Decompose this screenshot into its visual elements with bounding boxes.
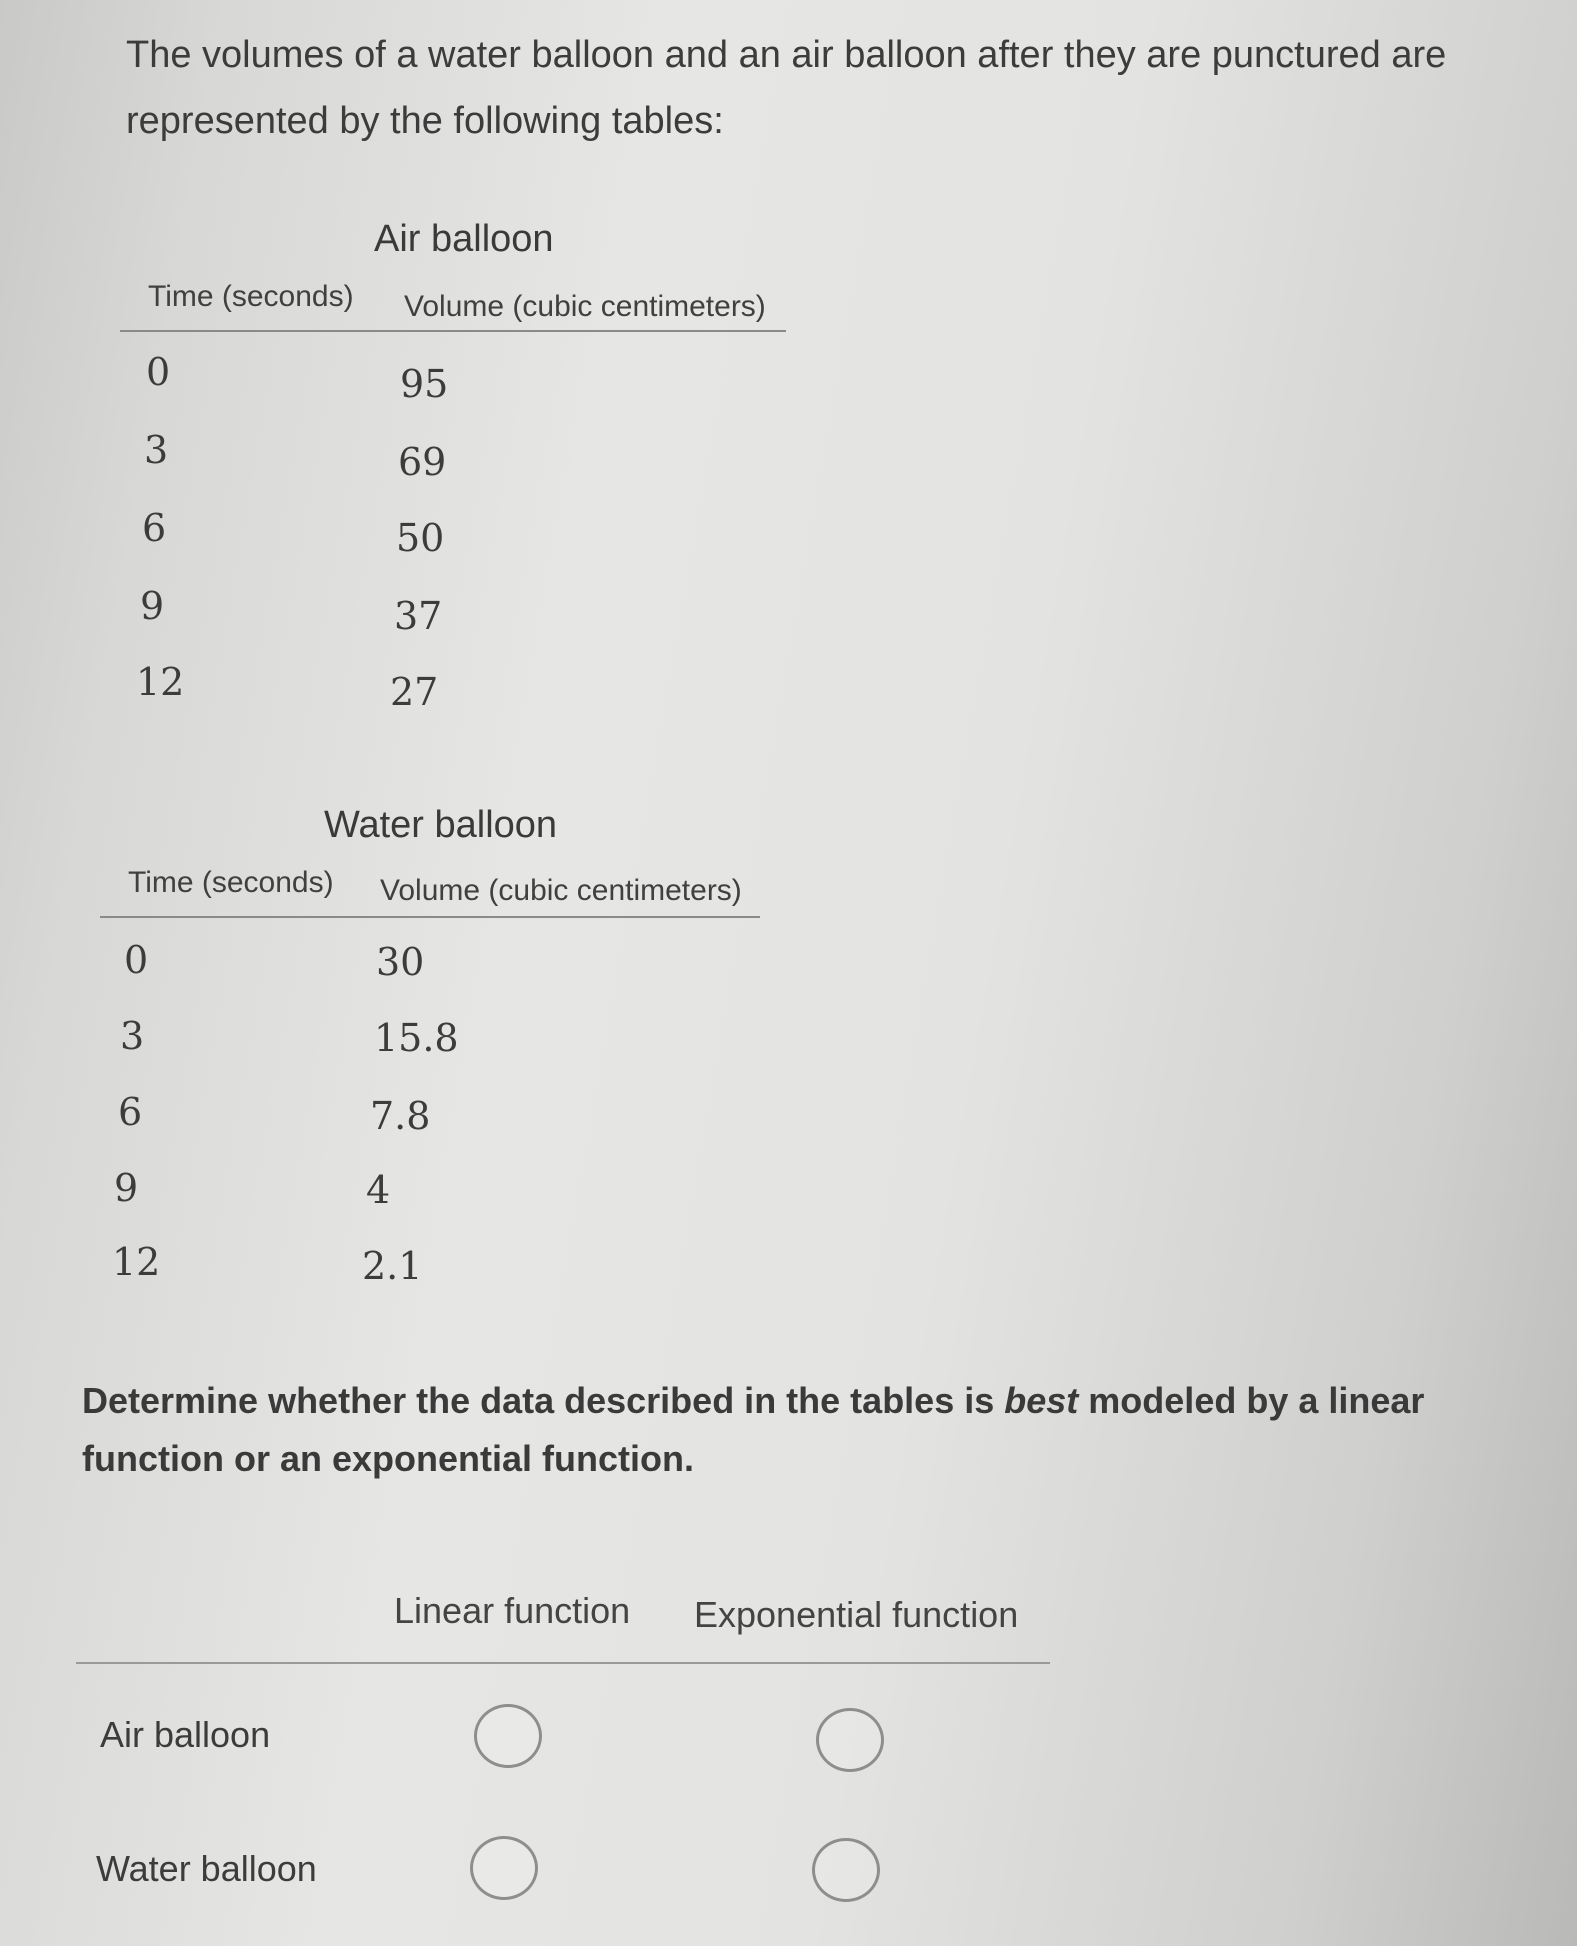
column-header-linear: Linear function [394,1590,631,1631]
water-cell-volume: 7.8 [370,1094,431,1138]
answer-grid-rule [76,1662,1050,1664]
water-balloon-exponential-radio[interactable] [812,1838,880,1902]
air-cell-time: 3 [144,428,169,472]
water-header-time: Time (seconds) [128,866,334,899]
air-balloon-linear-radio[interactable] [474,1704,542,1768]
water-table-title: Water balloon [324,804,558,846]
air-cell-volume: 95 [400,362,449,406]
problem-intro: The volumes of a water balloon and an air balloon after they are punctured are represented by the following tables: [126,34,1447,142]
water-cell-time: 6 [118,1090,143,1134]
row-label-water-balloon: Water balloon [96,1848,317,1889]
water-cell-volume: 2.1 [362,1244,423,1288]
water-balloon-linear-radio[interactable] [470,1836,538,1900]
air-cell-time: 9 [140,584,165,628]
air-header-time: Time (seconds) [148,280,354,313]
air-cell-time: 0 [146,350,171,394]
air-cell-volume: 50 [396,516,445,560]
water-cell-time: 0 [124,938,149,982]
water-cell-time: 9 [114,1166,139,1210]
water-cell-time: 12 [112,1240,161,1284]
air-cell-volume: 37 [394,594,443,638]
water-cell-volume: 15.8 [374,1016,459,1060]
air-cell-volume: 69 [398,440,447,484]
air-header-volume: Volume (cubic centimeters) [404,290,766,323]
question-text-start: Determine whether the data described in the tables is [82,1380,1005,1421]
question-prompt [82,1372,1542,1488]
water-header-rule [100,916,760,918]
water-cell-time: 3 [120,1014,145,1058]
air-cell-time: 6 [142,506,167,550]
question-text-end: modeled by a linear function or an exponential function. [82,1380,1425,1479]
air-header-rule [120,330,786,332]
air-cell-time: 12 [136,660,185,704]
air-table-title: Air balloon [374,218,554,260]
water-header-volume: Volume (cubic centimeters) [380,874,742,907]
question-emphasis: best [1004,1380,1079,1421]
water-cell-volume: 30 [376,940,425,984]
air-cell-volume: 27 [390,670,439,714]
row-label-air-balloon: Air balloon [100,1714,271,1755]
column-header-exponential: Exponential function [694,1594,1019,1635]
air-balloon-exponential-radio[interactable] [816,1708,884,1772]
water-cell-volume: 4 [366,1168,391,1212]
